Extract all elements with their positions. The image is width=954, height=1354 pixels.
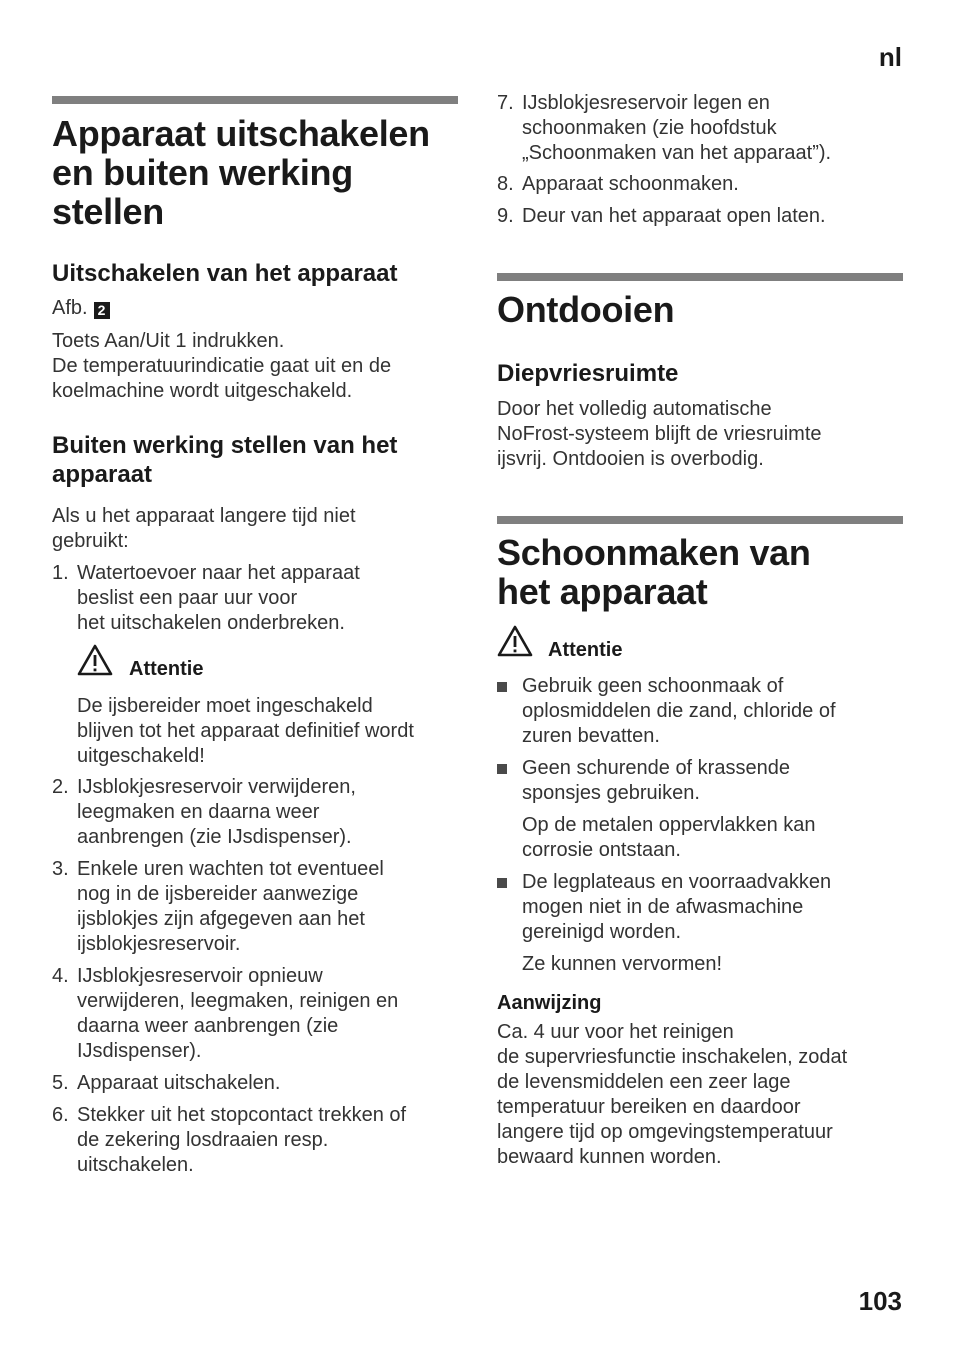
paragraph-line: Als u het apparaat langere tijd niet: [52, 505, 356, 527]
list-item-line: de zekering losdraaien resp.: [77, 1129, 329, 1151]
list-number: 6.: [52, 1104, 69, 1126]
figure-reference: [52, 296, 110, 321]
list-item-line: Stekker uit het stopcontact trekken of: [77, 1104, 407, 1126]
bullet-line: De legplateaus en voorraadvakken: [522, 871, 832, 893]
list-item-line: daarna weer aanbrengen (zie: [77, 1015, 339, 1037]
attention-line: uitgeschakeld!: [77, 745, 205, 767]
list-item-line: Apparaat schoonmaken.: [522, 173, 739, 195]
warning-icon: [497, 625, 533, 657]
attention-label: Attentie: [129, 658, 204, 680]
section-title: Ontdooien: [497, 289, 675, 330]
section-rule: [497, 516, 903, 524]
bullet-line: Geen schurende of krassende: [522, 757, 790, 779]
section-rule: [52, 96, 458, 104]
bullet-line: sponsjes gebruiken.: [522, 782, 700, 804]
note-line: de levensmiddelen een zeer lage: [497, 1071, 791, 1093]
title-line: het apparaat: [497, 571, 708, 612]
note-line: langere tijd op omgevingstemperatuur: [497, 1121, 833, 1143]
note-line: de supervriesfunctie inschakelen, zodat: [497, 1046, 848, 1068]
list-item-line: IJsblokjesreservoir opnieuw: [77, 965, 323, 987]
bullet-line: gereinigd worden.: [522, 921, 681, 943]
list-number: 2.: [52, 776, 69, 798]
subsection-title: [52, 431, 397, 489]
bullet-note-line: Ze kunnen vervormen!: [522, 953, 723, 975]
list-item-line: uitschakelen.: [77, 1154, 194, 1176]
list-item-line: verwijderen, leegmaken, reinigen en: [77, 990, 399, 1012]
bullet-line: zuren bevatten.: [522, 725, 660, 747]
title-line: Apparaat uitschakelen: [52, 113, 430, 154]
bullet-line: oplosmiddelen die zand, chloride of: [522, 700, 836, 722]
list-item-line: het uitschakelen onderbreken.: [77, 612, 345, 634]
list-item-line: IJsblokjesreservoir verwijderen,: [77, 776, 356, 798]
list-item-line: nog in de ijsbereider aanwezige: [77, 883, 359, 905]
page-number: 103: [858, 1286, 902, 1316]
list-item-line: Watertoevoer naar het apparaat: [77, 562, 360, 584]
bullet-square-icon: [497, 764, 507, 774]
paragraph-line: Door het volledig automatische: [497, 398, 772, 420]
bullet-square-icon: [497, 682, 507, 692]
paragraph-line: De temperatuurindicatie gaat uit en de: [52, 355, 392, 377]
list-item-line: ijsblokjesreservoir.: [77, 933, 241, 955]
paragraph-line: Toets Aan/Uit 1 indrukken.: [52, 330, 285, 352]
subsection-title: Diepvriesruimte: [497, 360, 679, 387]
paragraph-line: koelmachine wordt uitgeschakeld.: [52, 380, 353, 402]
note-line: Ca. 4 uur voor het reinigen: [497, 1021, 734, 1043]
list-item-line: IJsblokjesreservoir legen en: [522, 92, 770, 114]
section-title: [497, 533, 811, 611]
title-line: Schoonmaken van: [497, 532, 811, 573]
title-line: en buiten werking: [52, 152, 353, 193]
language-code: nl: [878, 42, 902, 72]
note-line: temperatuur bereiken en daardoor: [497, 1096, 801, 1118]
list-item-line: „Schoonmaken van het apparaat”).: [522, 142, 832, 164]
bullet-square-icon: [497, 878, 507, 888]
attention-line: De ijsbereider moet ingeschakeld: [77, 695, 373, 717]
section-rule: [497, 273, 903, 281]
list-number: 1.: [52, 562, 69, 584]
list-number: 3.: [52, 858, 69, 880]
bullet-line: Gebruik geen schoonmaak of: [522, 675, 784, 697]
note-line: bewaard kunnen worden.: [497, 1146, 722, 1168]
list-item-line: beslist een paar uur voor: [77, 587, 298, 609]
list-item-line: aanbrengen (zie IJsdispenser).: [77, 826, 352, 848]
list-item-line: ijsblokjes zijn afgegeven aan het: [77, 908, 365, 930]
bullet-note-line: corrosie ontstaan.: [522, 839, 681, 861]
subsection-title: Uitschakelen van het apparaat: [52, 260, 398, 287]
list-number: 8.: [497, 173, 514, 195]
list-number: 5.: [52, 1072, 69, 1094]
list-number: 4.: [52, 965, 69, 987]
list-item-line: Apparaat uitschakelen.: [77, 1072, 281, 1094]
list-item-line: Deur van het apparaat open laten.: [522, 205, 826, 227]
title-line: Buiten werking stellen van het: [52, 432, 398, 459]
paragraph-line: ijsvrij. Ontdooien is overbodig.: [497, 448, 764, 470]
attention-line: blijven tot het apparaat definitief wordt: [77, 720, 414, 742]
list-number: 7.: [497, 92, 514, 114]
list-item-line: IJsdispenser).: [77, 1040, 202, 1062]
figure-number-icon: 2: [94, 302, 110, 319]
list-item-line: Enkele uren wachten tot eventueel: [77, 858, 384, 880]
warning-icon: [77, 644, 113, 676]
title-line: stellen: [52, 191, 164, 232]
paragraph-line: NoFrost-systeem blijft de vriesruimte: [497, 423, 822, 445]
bullet-note-line: Op de metalen oppervlakken kan: [522, 814, 816, 836]
section-title: [52, 114, 430, 231]
list-number: 9.: [497, 205, 514, 227]
attention-label: Attentie: [548, 639, 623, 661]
title-line: apparaat: [52, 461, 153, 488]
note-label: Aanwijzing: [497, 992, 602, 1014]
figure-label: Afb.: [52, 297, 88, 319]
bullet-line: mogen niet in de afwasmachine: [522, 896, 804, 918]
list-item-line: schoonmaken (zie hoofdstuk: [522, 117, 777, 139]
paragraph-line: gebruikt:: [52, 530, 129, 552]
list-item-line: leegmaken en daarna weer: [77, 801, 320, 823]
